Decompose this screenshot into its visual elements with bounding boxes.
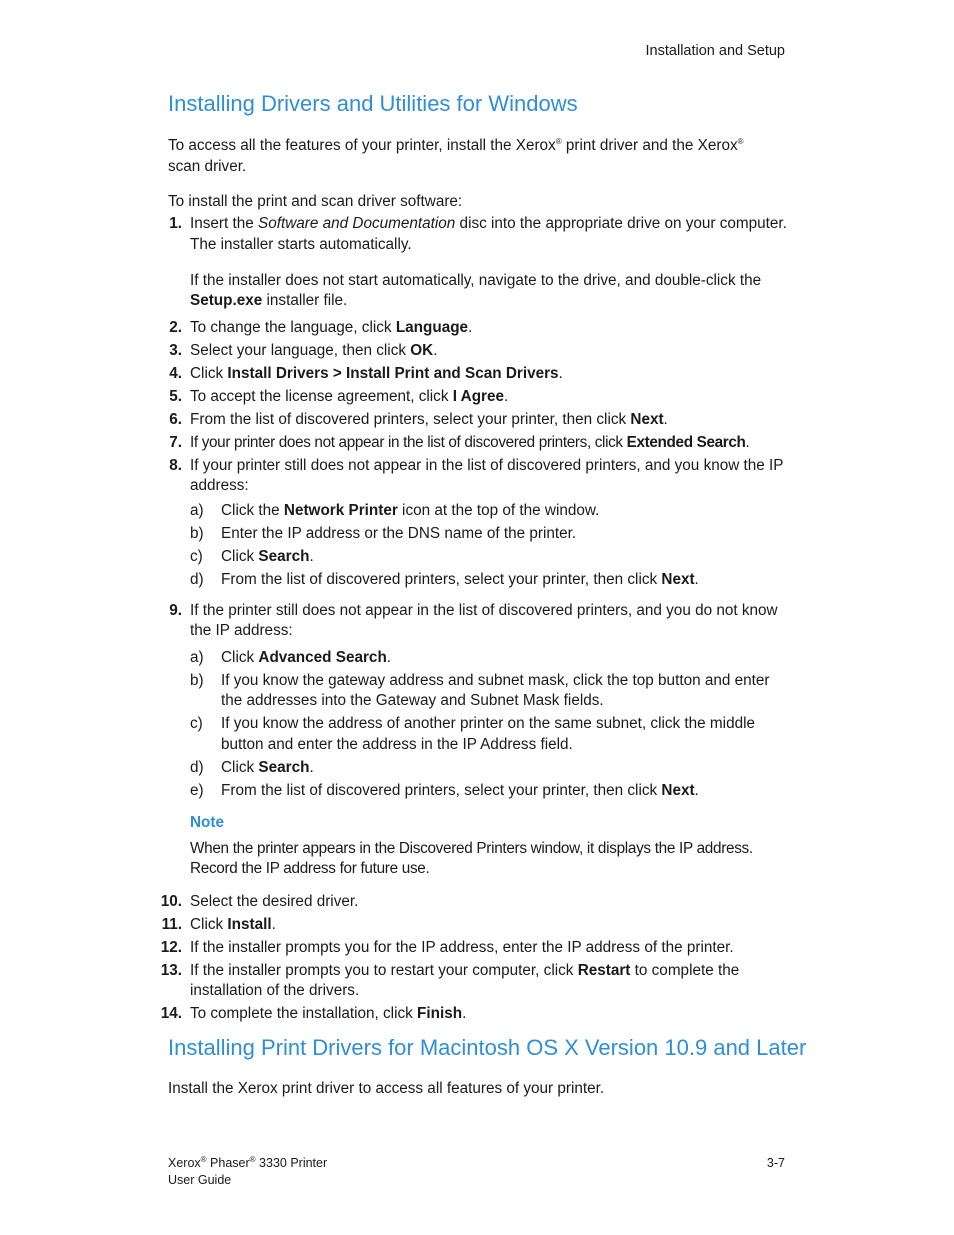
note-title: Note	[190, 814, 224, 831]
steps-list	[158, 214, 790, 1027]
list-item: d) From the list of discovered printers, select your printer, then click Next.	[190, 570, 699, 588]
note-callout	[190, 813, 790, 880]
running-head: Installation and Setup	[645, 43, 785, 59]
list-item: 12. If the installer prompts you for the IP address, enter the IP address of the printer.	[160, 938, 734, 956]
list-item: d) Click Search.	[190, 758, 314, 776]
list-item: 7. If your printer does not appear in the list of discovered printers, click Extended Search.	[169, 433, 750, 451]
list-item: b) If you know the gateway address and subnet mask, click the top button and enter the addresses into the Gateway and Subnet Mask fields.	[190, 671, 770, 709]
intro-paragraph: To access all the features of your printer, install the Xerox® print driver and the Xerox® scan driver.	[168, 136, 744, 175]
list-item: 13. If the installer prompts you to restart your computer, click Restart to complete the installation of the drivers.	[160, 961, 740, 999]
lead-paragraph: To install the print and scan driver software:	[168, 193, 463, 210]
list-item: 3. Select your language, then click OK.	[169, 341, 438, 359]
list-item: a) Click Advanced Search.	[190, 648, 392, 666]
list-item: 14. To complete the installation, click Finish.	[160, 1005, 467, 1022]
list-item: c) If you know the address of another printer on the same subnet, click the middle button and enter the address in the IP Address field.	[190, 715, 755, 753]
footer-product: Xerox® Phaser® 3330 Printer User Guide	[168, 1154, 328, 1187]
list-item: 4. Click Install Drivers > Install Print and Scan Drivers.	[169, 364, 563, 382]
mac-intro-paragraph: Install the Xerox print driver to access all features of your printer.	[168, 1080, 605, 1097]
list-item: 9. If the printer still does not appear in the list of discovered printers, and you do not know the IP address: a) Click Advanced Search. b) If you know the gateway address and subnet mask, click the top button and enter the addresses into the Gateway and Subnet Mask fields. c) If you know the address of another printer on the same subnet, click the middle button and enter the address in the IP Address field. d) Click Search. e) From the list of discovered printers, select your printer, then click Next. Note When the printer appears in the Discovered Printers window, it displays the IP address. Record the IP address for future use.	[158, 601, 790, 880]
list-item: 2. To change the language, click Language.	[169, 318, 473, 336]
list-item: 8. If your printer still does not appear in the list of discovered printers, and you know the IP address: a) Click the Network Printer icon at the top of the window. b) Enter the IP address or the DNS name of the printer. c) Click Search. d) From the list of discovered printers, select your printer, then click Next.	[158, 456, 790, 599]
list-item: 1. Insert the Software and Documentation disc into the appropriate drive on your computer. The installer starts automatically. If the installer does not start automatically, navigate to the drive, and double-click the Setup.exe installer file.	[169, 215, 787, 309]
section-title-windows: Installing Drivers and Utilities for Windows	[168, 91, 578, 116]
list-item: a) Click the Network Printer icon at the top of the window.	[190, 501, 600, 519]
list-item: 6. From the list of discovered printers, select your printer, then click Next.	[169, 410, 668, 428]
list-item: b) Enter the IP address or the DNS name of the printer.	[190, 524, 577, 542]
page-number: 3-7	[766, 1156, 785, 1170]
list-item: e) From the list of discovered printers, select your printer, then click Next.	[190, 781, 699, 799]
list-item: c) Click Search.	[190, 547, 314, 565]
sub-list	[190, 648, 790, 802]
note-text: When the printer appears in the Discovered Printers window, it displays the IP address. Record the IP address for future use.	[190, 839, 753, 877]
section-title-macintosh: Installing Print Drivers for Macintosh OS X Version 10.9 and Later	[168, 1035, 807, 1060]
sub-list	[190, 501, 790, 591]
list-item: 11. Click Install.	[161, 915, 276, 933]
list-item: 10. Select the desired driver.	[160, 892, 359, 910]
list-item: 5. To accept the license agreement, click I Agree.	[169, 387, 509, 405]
